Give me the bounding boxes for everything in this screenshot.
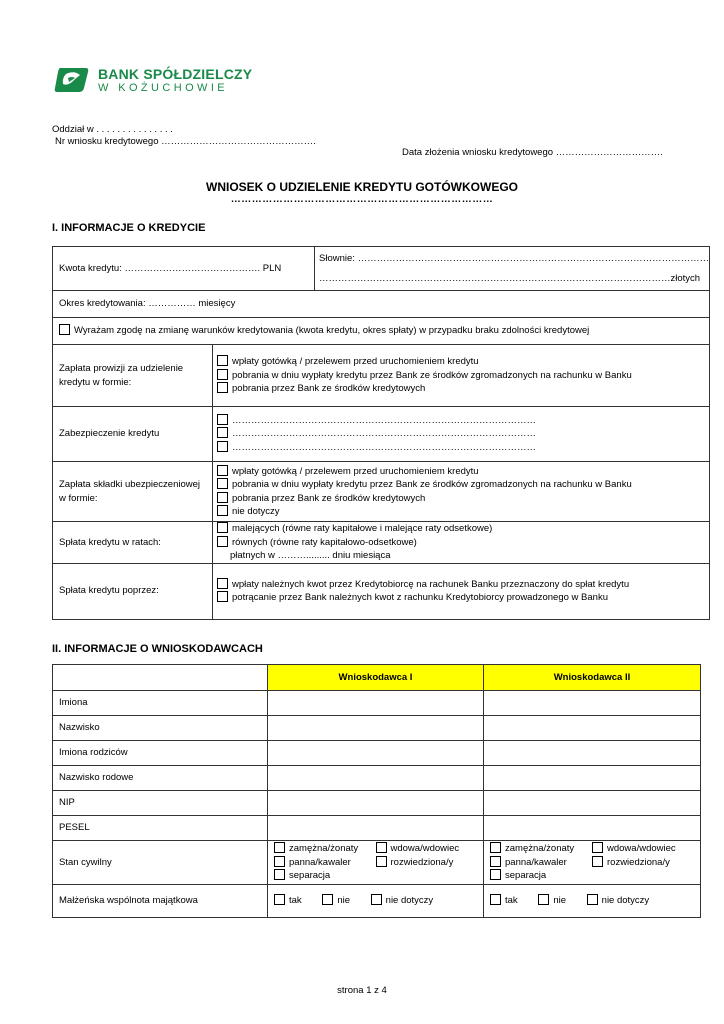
checkbox[interactable] xyxy=(217,591,228,602)
checkbox[interactable] xyxy=(322,894,333,905)
checkbox[interactable] xyxy=(274,894,285,905)
section-1-heading: I. INFORMACJE O KREDYCIE xyxy=(52,222,206,234)
row-label: Imiona xyxy=(53,691,268,716)
insurance-label: Zapłata składki ubezpieczeniowej w formie: xyxy=(53,462,213,522)
insurance-option: pobrania w dniu wypłaty kredytu przez Bank ze środków zgromadzonych na rachunku w Banku xyxy=(217,478,703,492)
applicant-2-marital-status: zamężna/żonaty wdowa/wdowiec panna/kawaler rozwiedziona/y separacja xyxy=(484,841,701,885)
checkbox[interactable] xyxy=(217,505,228,516)
row-label: PESEL xyxy=(53,816,268,841)
checkbox[interactable] xyxy=(217,369,228,380)
applicant-2-header: Wnioskodawca II xyxy=(484,665,701,691)
consent-checkbox[interactable] xyxy=(59,324,70,335)
page-title: WNIOSEK O UDZIELENIE KREDYTU GOTÓWKOWEGO xyxy=(206,180,518,194)
checkbox[interactable] xyxy=(371,894,382,905)
credit-info-table xyxy=(52,246,710,620)
applicant-2-surname[interactable] xyxy=(484,716,701,741)
checkbox[interactable] xyxy=(217,492,228,503)
checkbox[interactable] xyxy=(217,465,228,476)
commission-label: Zapłata prowizji za udzielenie kredytu w formie: xyxy=(53,345,213,407)
title-dotted-line: ………………………………………………………………… xyxy=(230,194,494,205)
applicant-1-maiden-name[interactable] xyxy=(268,766,484,791)
checkbox[interactable] xyxy=(587,894,598,905)
insurance-option: nie dotyczy xyxy=(217,505,703,519)
commission-option: pobrania przez Bank ze środków kredytowych xyxy=(217,382,703,396)
checkbox[interactable] xyxy=(376,842,387,853)
checkbox[interactable] xyxy=(217,382,228,393)
submission-date-field[interactable]: Data złożenia wniosku kredytowego ……………………………. xyxy=(402,147,663,158)
checkbox[interactable] xyxy=(217,414,228,425)
insurance-option: pobrania przez Bank ze środków kredytowych xyxy=(217,492,703,506)
checkbox[interactable] xyxy=(490,894,501,905)
amount-in-words-line-1[interactable]: Słownie: ………………………………………………………………………………………………… xyxy=(319,253,710,264)
payday-field[interactable]: płatnych w ………......... dniu miesiąca xyxy=(230,550,391,561)
applicant-1-first-names[interactable] xyxy=(268,691,484,716)
security-option: …………………………………………………………………………………… xyxy=(217,427,703,441)
installments-option: równych (równe raty kapitałowo-odsetkowe) xyxy=(217,536,703,550)
bank-location: W KOŻUCHOWIE xyxy=(98,82,229,94)
checkbox[interactable] xyxy=(274,869,285,880)
page-number: strona 1 z 4 xyxy=(337,985,387,996)
applicant-2-pesel[interactable] xyxy=(484,816,701,841)
checkbox[interactable] xyxy=(217,578,228,589)
checkbox[interactable] xyxy=(490,842,501,853)
branch-field[interactable]: Oddział w . . . . . . . . . . . . . . . xyxy=(52,124,173,135)
repayment-option: potrącanie przez Bank należnych kwot z rachunku Kredytobiorcy prowadzonego w Banku xyxy=(217,591,703,605)
checkbox[interactable] xyxy=(376,856,387,867)
checkbox[interactable] xyxy=(592,856,603,867)
checkbox[interactable] xyxy=(490,856,501,867)
bank-logo-icon xyxy=(54,66,90,94)
applicant-1-marital-status: zamężna/żonaty wdowa/wdowiec panna/kawaler rozwiedziona/y separacja xyxy=(268,841,484,885)
applicant-1-nip[interactable] xyxy=(268,791,484,816)
commission-option: wpłaty gotówką / przelewem przed uruchomieniem kredytu xyxy=(217,355,703,369)
commission-option: pobrania w dniu wypłaty kredytu przez Bank ze środków zgromadzonych na rachunku w Banku xyxy=(217,369,703,383)
checkbox[interactable] xyxy=(217,427,228,438)
security-option: …………………………………………………………………………………… xyxy=(217,414,703,428)
security-label: Zabezpieczenie kredytu xyxy=(53,407,213,462)
consent-label: Wyrażam zgodę na zmianę warunków kredytowania (kwota kredytu, okres spłaty) w przypadku braku zdolności kredytowej xyxy=(74,325,590,337)
bank-name: BANK SPÓŁDZIELCZY xyxy=(98,66,253,82)
security-option: …………………………………………………………………………………… xyxy=(217,441,703,455)
applicant-1-pesel[interactable] xyxy=(268,816,484,841)
row-label: Nazwisko rodowe xyxy=(53,766,268,791)
applicant-1-surname[interactable] xyxy=(268,716,484,741)
applicants-table xyxy=(52,664,701,918)
credit-period-field[interactable]: Okres kredytowania: …………… miesięcy xyxy=(53,291,710,318)
marital-status-label: Stan cywilny xyxy=(53,841,268,885)
applicant-2-first-names[interactable] xyxy=(484,691,701,716)
applicant-2-property-regime: tak nie nie dotyczy xyxy=(484,885,701,918)
installments-option: malejących (równe raty kapitałowe i malejące raty odsetkowe) xyxy=(217,522,703,536)
checkbox[interactable] xyxy=(217,355,228,366)
installments-label: Spłata kredytu w ratach: xyxy=(53,522,213,564)
applicant-2-nip[interactable] xyxy=(484,791,701,816)
amount-in-words-line-2[interactable]: …………………………………………………………………………………………………złotych xyxy=(319,272,701,284)
checkbox[interactable] xyxy=(490,869,501,880)
row-label: Nazwisko xyxy=(53,716,268,741)
application-number-field[interactable]: Nr wniosku kredytowego …………………………………………. xyxy=(55,136,316,147)
checkbox[interactable] xyxy=(274,842,285,853)
checkbox[interactable] xyxy=(274,856,285,867)
repayment-option: wpłaty należnych kwot przez Kredytobiorcę na rachunek Banku przeznaczony do spłat kredytu xyxy=(217,578,703,592)
checkbox[interactable] xyxy=(538,894,549,905)
applicant-2-parents-names[interactable] xyxy=(484,741,701,766)
row-label: NIP xyxy=(53,791,268,816)
repayment-label: Spłata kredytu poprzez: xyxy=(53,563,213,619)
checkbox[interactable] xyxy=(217,536,228,547)
checkbox[interactable] xyxy=(217,522,228,533)
checkbox[interactable] xyxy=(217,441,228,452)
applicant-1-parents-names[interactable] xyxy=(268,741,484,766)
checkbox[interactable] xyxy=(217,478,228,489)
applicant-1-property-regime: tak nie nie dotyczy xyxy=(268,885,484,918)
insurance-option: wpłaty gotówką / przelewem przed uruchomieniem kredytu xyxy=(217,465,703,479)
section-2-heading: II. INFORMACJE O WNIOSKODAWCACH xyxy=(52,643,263,655)
applicant-2-maiden-name[interactable] xyxy=(484,766,701,791)
row-label: Imiona rodziców xyxy=(53,741,268,766)
checkbox[interactable] xyxy=(592,842,603,853)
credit-amount-field[interactable]: Kwota kredytu: ……………………………………. PLN xyxy=(53,247,315,291)
property-regime-label: Małżeńska wspólnota majątkowa xyxy=(53,885,268,918)
applicant-1-header: Wnioskodawca I xyxy=(268,665,484,691)
